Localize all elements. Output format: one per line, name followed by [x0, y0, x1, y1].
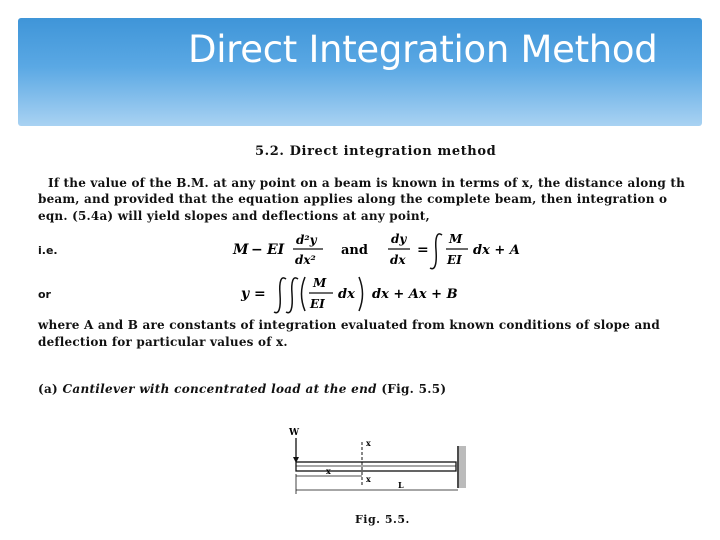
subsection-text: Cantilever with concentrated load at the end: [62, 382, 377, 396]
eq1-ei: EI: [267, 242, 285, 258]
eq1-dx2: dx²: [295, 253, 316, 267]
para1-line3: eqn. (5.4a) will yield slopes and deflections at any point,: [38, 209, 430, 223]
eq1-dy: dy: [391, 232, 407, 246]
eq1-int-ei: EI: [447, 253, 462, 267]
eq1-tail: dx + A: [473, 243, 520, 258]
para2-line1: where A and B are constants of integration evaluated from known conditions of slope and: [38, 318, 660, 332]
subsection-heading: [38, 382, 446, 396]
eq1-m: M: [233, 242, 249, 258]
eq1-dx: dx: [390, 253, 406, 267]
equation-deflection: [235, 271, 475, 317]
para2-line2: deflection for particular values of x.: [38, 335, 288, 349]
right-paren-icon: [359, 277, 363, 311]
eq2-int-m: M: [313, 276, 327, 290]
slide-title: Direct Integration Method: [188, 28, 658, 71]
integral-icon: [430, 234, 442, 269]
eq1-and: and: [341, 243, 368, 258]
l-dim-label: L: [398, 480, 404, 490]
eq2-lhs: y =: [241, 286, 266, 302]
para1-line1: If the value of the B.M. at any point on a beam is known in terms of x, the distance along th: [48, 176, 685, 190]
x-axis-label: x: [366, 474, 371, 484]
equation-slope-deflection: [225, 226, 535, 276]
eq1-d2y: d²y: [296, 233, 317, 247]
integral-icon: [274, 278, 286, 313]
load-label: W: [289, 428, 300, 438]
eq1-int-m: M: [449, 232, 463, 246]
beam: [296, 462, 456, 471]
eq2-dx-inner: dx: [338, 287, 355, 302]
left-paren-icon: [302, 277, 306, 311]
cantilever-figure: [280, 424, 480, 506]
para1-line2: beam, and provided that the equation applies along the complete beam, then integration o: [38, 192, 668, 206]
subsection-ref: (Fig. 5.5): [381, 382, 447, 396]
scanned-page: [0, 126, 720, 540]
eq1-equals: =: [417, 242, 429, 258]
or-label: or: [38, 288, 51, 301]
x-top-label: x: [366, 438, 371, 448]
eq2-tail: dx + Ax + B: [372, 287, 458, 302]
figure-caption: Fig. 5.5.: [355, 513, 410, 526]
x-dim-label: x: [326, 466, 331, 476]
integral-icon: [286, 278, 298, 313]
subsection-label: (a): [38, 382, 59, 396]
eq1-minus: −: [251, 242, 263, 258]
ie-label: i.e.: [38, 244, 58, 257]
eq2-int-ei: EI: [310, 297, 325, 311]
title-banner: [18, 18, 702, 126]
section-title: 5.2. Direct integration method: [255, 144, 497, 159]
wall-hatching-icon: [459, 446, 466, 488]
